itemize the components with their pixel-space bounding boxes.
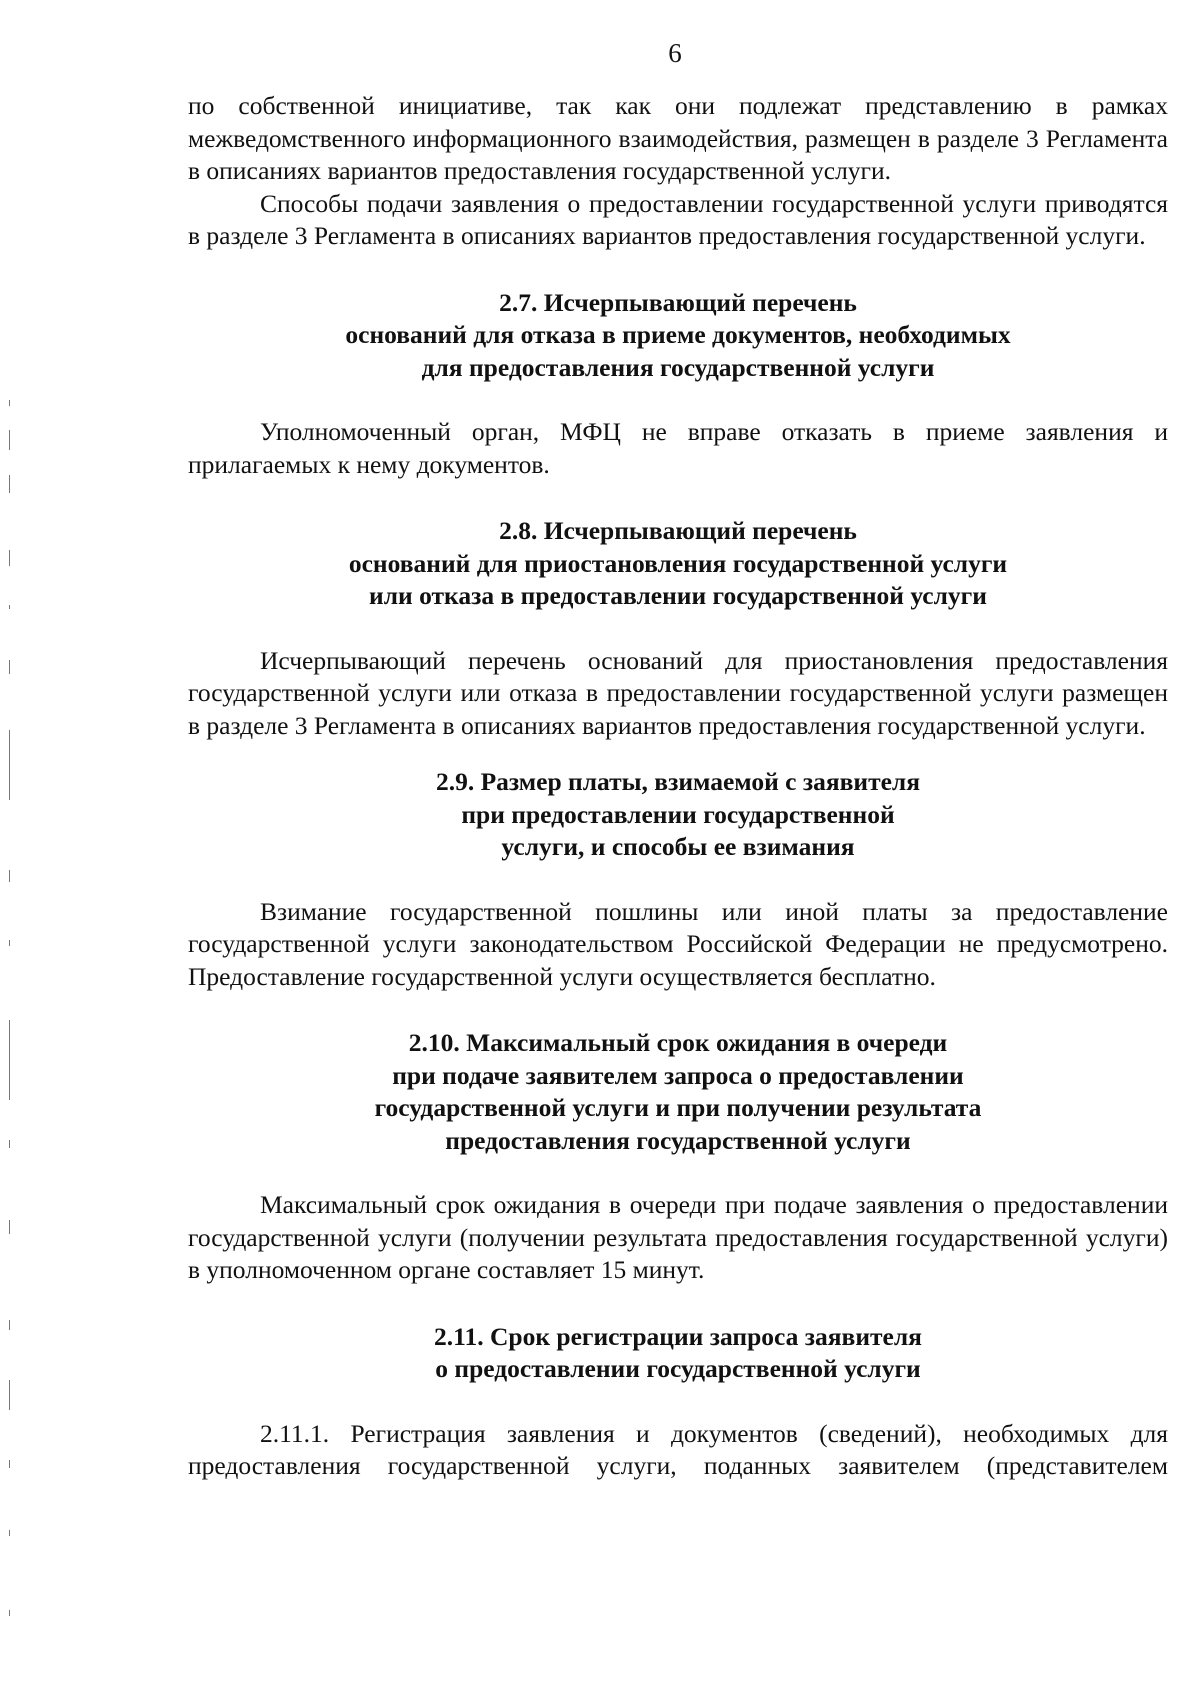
page-number: 6 bbox=[668, 38, 682, 68]
section-text-2-7: Уполномоченный орган, МФЦ не вправе отказать в приеме заявления и прилагаемых к нему документов. bbox=[188, 417, 1168, 479]
section-text-2-10: Максимальный срок ожидания в очереди при подаче заявления о предоставлении государственной услуги (получении результата предоставления государственной услуги) в уполномоченном органе составляет 15 минут. bbox=[188, 1190, 1168, 1284]
section-heading-2-9: 2.9. Размер платы, взимаемой с заявителя при предоставлении государственной услуги, и способы ее взимания bbox=[435, 767, 921, 861]
section-text-2-9: Взимание государственной пошлины или иной платы за предоставление государственной услуги законодательством Российской Федерации не предусмотрено. Предоставление государственной услуги осуществляется бесплатно. bbox=[188, 896, 1168, 991]
intro-paragraph-2: Способы подачи заявления о предоставлении государственной услуги приводятся в разделе 3 Регламента в описаниях вариантов предоставления государственной услуги. bbox=[188, 188, 1168, 250]
section-heading-2-8: 2.8. Исчерпывающий перечень оснований для приостановления государственной услуги или отказа в предоставлении государственной услуги bbox=[348, 516, 1008, 610]
section-text-2-8: Исчерпывающий перечень оснований для приостановления предоставления государственной услуги или отказа в предоставлении государственной услуги размещен в разделе 3 Регламента в описаниях вариантов предоставления государственной услуги. bbox=[188, 645, 1168, 740]
section-text-2-11: 2.11.1. Регистрация заявления и документов (сведений), необходимых для предоставления государственной услуги, поданных заявителем (представителем bbox=[188, 1418, 1168, 1480]
section-heading-2-10: 2.10. Максимальный срок ожидания в очереди при подаче заявителем запроса о предоставлении государственной услуги и при получении результата предоставления государственной услуги bbox=[374, 1028, 982, 1155]
document-body bbox=[188, 90, 1168, 1483]
section-heading-2-11: 2.11. Срок регистрации запроса заявителя о предоставлении государственной услуги bbox=[434, 1321, 922, 1383]
scan-margin-marks bbox=[6, 380, 16, 1680]
intro-paragraph-1: по собственной инициативе, так как они подлежат представлению в рамках межведомственного информационного взаимодействия, размещен в разделе 3 Регламента в описаниях вариантов предоставления государственной услуги. bbox=[188, 91, 1168, 185]
section-heading-2-7: 2.7. Исчерпывающий перечень оснований для отказа в приеме документов, необходимых для предоставления государственной услуги bbox=[345, 287, 1011, 382]
